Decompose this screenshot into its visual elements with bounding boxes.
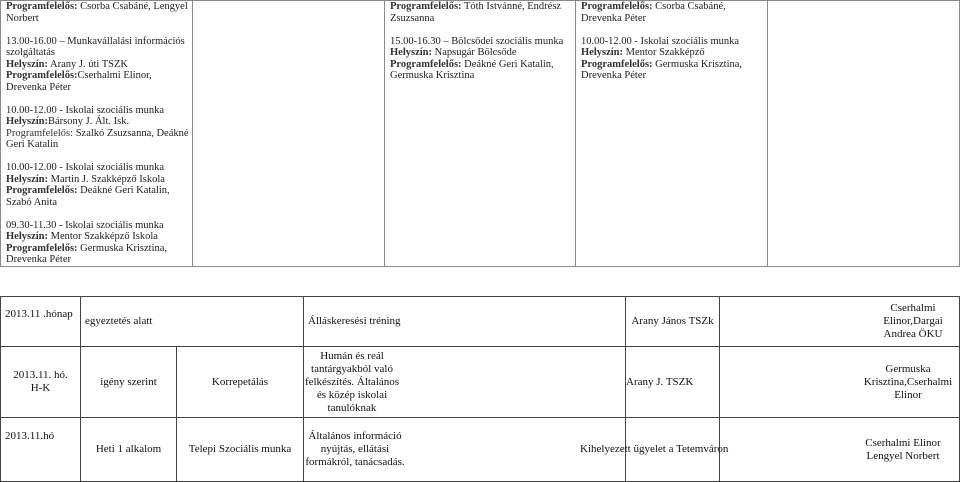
day-cell-5: [768, 1, 960, 267]
responsible-cell: [720, 297, 960, 347]
date-cell: [1, 347, 81, 418]
responsible-text: Germuska Krisztina,Cserhalmi Elinor: [863, 362, 953, 401]
responsible-value: Csorba Csabáné, Drevenka Péter: [581, 1, 726, 24]
venue-label: Helyszín:: [6, 58, 48, 70]
day-cell-1: [1, 1, 193, 267]
activity-block: [6, 36, 192, 94]
responsible-label: Programfelelős:: [581, 58, 653, 70]
responsible-text: Cserhalmi Elinor,Dargai Andrea ÖKU: [883, 302, 943, 340]
responsible-label: Programfelelős:: [6, 1, 78, 12]
responsible-block: [390, 1, 575, 24]
date-text: 2013.11. hó. H-K: [13, 369, 68, 394]
responsible-value: Germuska Krisztina, Drevenka Péter: [6, 242, 168, 265]
content-text: Általános információ nyújtás, ellátási formákról, tanácsadás.: [305, 430, 405, 468]
program-cell: Korrepetálás: [177, 347, 304, 418]
venue-label: Helyszín:: [6, 173, 48, 185]
venue-value: Bársony J. Ált. Isk.: [48, 116, 130, 127]
venue-label: Helyszín:: [6, 116, 48, 127]
schedule-row: [1, 1, 960, 267]
venue-label: Helyszín:: [390, 47, 432, 58]
table-row: [1, 297, 960, 347]
responsible-value: Tóth Istvánné, Endrész Zsuzsanna: [390, 1, 562, 24]
activity-block: [6, 220, 192, 266]
activity-time: 10.00-12.00 - Iskolai szociális munka: [6, 162, 165, 173]
responsible-cell: [720, 418, 960, 482]
activity-block: [6, 105, 192, 151]
content-cell: [304, 347, 626, 418]
responsible-block: [6, 1, 192, 24]
date-cell: 2013.11 .hónap: [1, 297, 81, 347]
responsible-label: Programfelelős:: [6, 127, 74, 139]
day-cell-2: [193, 1, 385, 267]
schedule-table-bottom: [0, 296, 960, 482]
responsible-value: Csorba Csabáné, Lengyel Norbert: [6, 1, 188, 24]
content-cell: [304, 418, 626, 482]
venue-value: Napsugár Bölcsőde: [434, 47, 517, 58]
venue-cell: Arany J. TSZK: [626, 347, 720, 418]
responsible-label: Programfelelős:: [390, 58, 462, 70]
responsible-value: Deákné Geri Katalin, Szabó Anita: [6, 185, 170, 208]
activity-time: 13.00-16.00 – Munkavállalási információs szolgáltatás: [6, 35, 185, 58]
frequency-cell: egyeztetés alatt: [81, 297, 304, 347]
frequency-cell: Heti 1 alkalom: [81, 418, 177, 482]
activity-time: 09.30-11.30 - Iskolai szociális munka: [6, 219, 164, 231]
venue-cell: Arany János TSZk: [626, 297, 720, 347]
venue-value: Martin J. Szakképző Iskola: [50, 173, 165, 185]
program-cell: Telepi Szociális munka: [177, 418, 304, 482]
responsible-label: Programfelelős:: [6, 185, 78, 196]
responsible-value: Deákné Geri Katalin, Germuska Krisztina: [390, 58, 554, 81]
responsible-label: Programfelelős:: [390, 1, 462, 12]
activity-block: [390, 36, 575, 82]
venue-text: Kihelyezett ügyelet a Tetemváron: [580, 443, 729, 455]
frequency-cell: igény szerint: [81, 347, 177, 418]
venue-label: Helyszín:: [6, 231, 48, 242]
program-cell: Álláskeresési tréning: [304, 297, 626, 347]
table-row: [1, 347, 960, 418]
venue-value: Arany J. úti TSZK: [50, 58, 129, 70]
responsible-label: Programfelelős:: [6, 70, 78, 81]
day-cell-4: [576, 1, 768, 267]
venue-value: Mentor Szakképző Iskola: [50, 231, 158, 242]
responsible-block: [581, 1, 767, 24]
responsible-text: Cserhalmi Elinor Lengyel Norbert: [865, 436, 941, 462]
activity-time: 15.00-16.30 – Bölcsődei szociális munka: [390, 35, 564, 47]
date-cell: 2013.11.hó: [1, 418, 81, 482]
venue-label: Helyszín:: [581, 47, 623, 58]
responsible-value: Szalkó Zsuzsanna, Deákné Geri Katalin: [6, 127, 189, 150]
responsible-label: Programfelelős:: [581, 1, 653, 12]
responsible-value: Cserhalmi Elinor, Drevenka Péter: [6, 70, 152, 93]
table-row: [1, 418, 960, 482]
responsible-label: Programfelelős:: [6, 242, 78, 254]
activity-block: [581, 36, 767, 82]
responsible-value: Germuska Krisztina, Drevenka Péter: [581, 58, 743, 81]
content-text: Humán és reál tantárgyakból való felkészítés. Általános és közép iskolai tanulóknak: [304, 349, 400, 414]
activity-block: [6, 162, 192, 208]
venue-cell: [580, 418, 729, 482]
day-cell-3: [385, 1, 576, 267]
activity-time: 10.00-12.00 - Iskolai szociális munka: [6, 104, 165, 116]
venue-value: Mentor Szakképző: [625, 47, 705, 58]
activity-time: 10.00-12.00 - Iskolai szociális munka: [581, 35, 740, 47]
responsible-cell: [720, 347, 960, 418]
